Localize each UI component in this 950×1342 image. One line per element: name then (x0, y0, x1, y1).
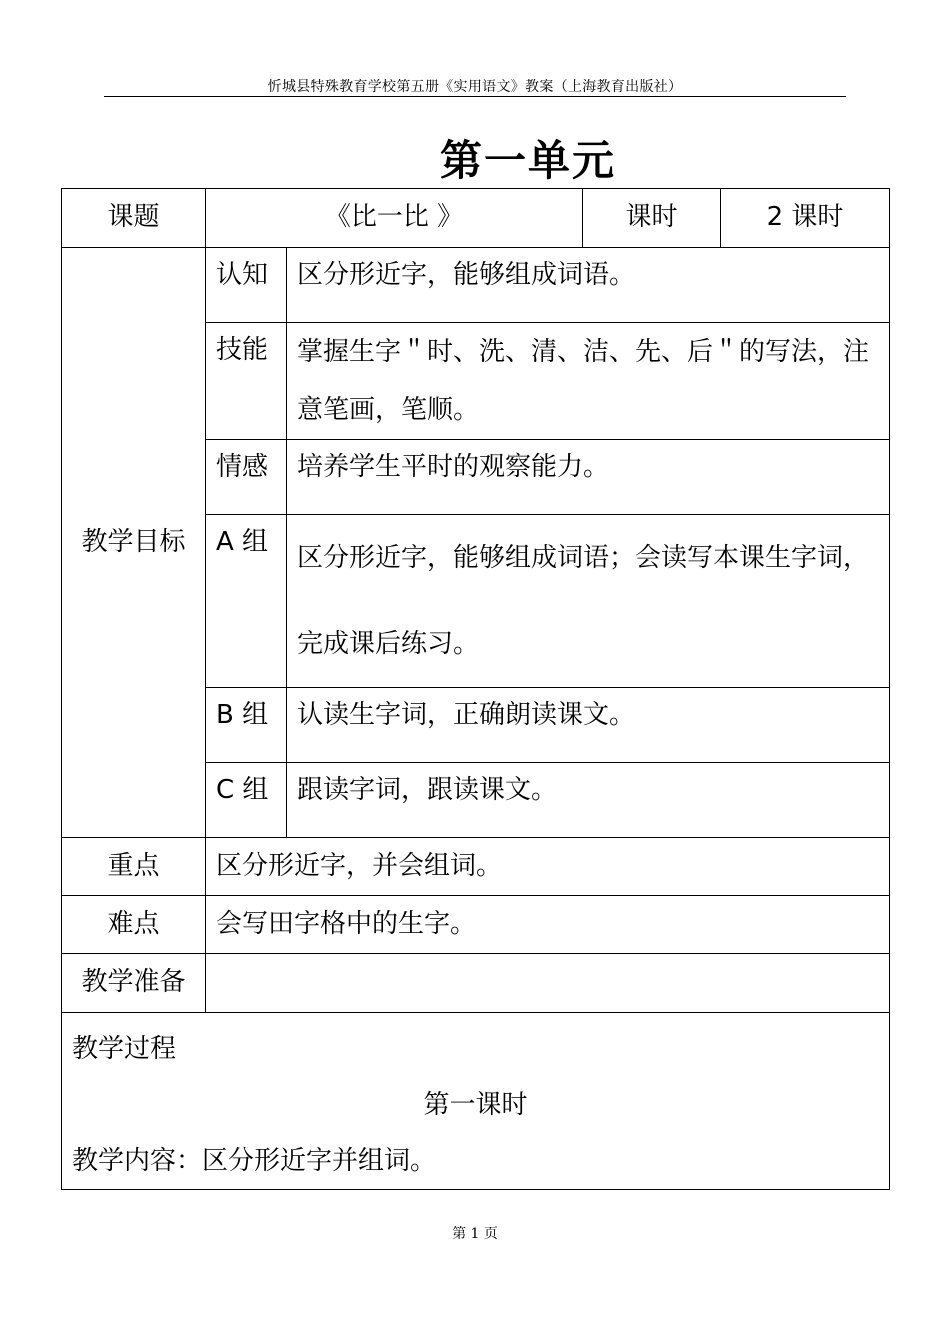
key-point-label: 重点 (62, 838, 206, 896)
process-label: 教学过程 (72, 1034, 177, 1064)
difficulty-value: 会写田字格中的生字。 (206, 896, 890, 954)
objective-text: 培养学生平时的观察能力。 (287, 440, 890, 515)
objective-label: 情感 (206, 440, 287, 515)
objective-label: B 组 (206, 688, 287, 763)
preparation-row (62, 954, 890, 1013)
hours-label: 课时 (583, 189, 721, 248)
difficulty-row (62, 896, 890, 954)
objective-label: C 组 (206, 763, 287, 838)
topic-row (62, 189, 890, 248)
lesson-title: 第一课时 (423, 1090, 528, 1120)
preparation-value (206, 954, 890, 1013)
objective-label: A 组 (206, 515, 287, 688)
lesson-content: 教学内容：区分形近字并组词。 (72, 1146, 437, 1176)
header-rule (104, 96, 846, 97)
objective-label: 认知 (206, 248, 287, 323)
lesson-plan-table (61, 188, 890, 1190)
process-row (62, 1013, 890, 1190)
objective-text: 区分形近字，能够组成词语。 (287, 248, 890, 323)
difficulty-label: 难点 (62, 896, 206, 954)
topic-value: 《比一比 》 (206, 189, 583, 248)
topic-label: 课题 (62, 189, 206, 248)
objective-text: 跟读字词，跟读课文。 (287, 763, 890, 838)
key-point-row (62, 838, 890, 896)
key-point-value: 区分形近字，并会组词。 (206, 838, 890, 896)
objective-text: 认读生字词，正确朗读课文。 (287, 688, 890, 763)
preparation-label: 教学准备 (62, 954, 206, 1013)
objective-row (62, 248, 890, 323)
page-header: 忻城县特殊教育学校第五册《实用语文》教案（上海教育出版社） (267, 79, 683, 95)
objective-text: 掌握生字＂时、洗、清、洁、先、后＂的写法，注意笔画，笔顺。 (287, 323, 890, 440)
hours-value: 2 课时 (721, 189, 890, 248)
objectives-label: 教学目标 (62, 248, 206, 838)
objective-text: 区分形近字，能够组成词语；会读写本课生字词，完成课后练习。 (287, 515, 890, 688)
unit-title: 第一单元 (439, 136, 616, 185)
objective-label: 技能 (206, 323, 287, 440)
process-cell (62, 1013, 890, 1190)
page-number: 第 1 页 (452, 1226, 498, 1242)
